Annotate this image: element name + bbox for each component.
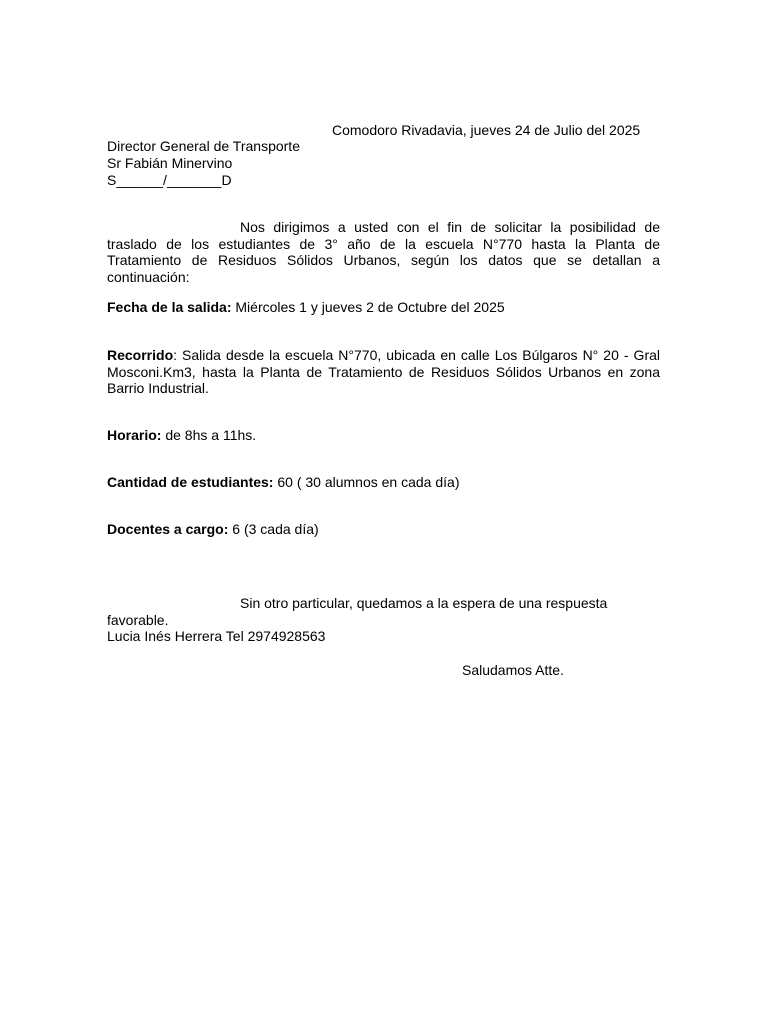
fecha-line [107,299,660,316]
recorrido-value: : Salida desde la escuela N°770, ubicada en calle Los Búlgaros N° 20 - Gral Mosconi.Km3, hasta la Planta de Tratamiento de Residuos Sólidos Urbanos en zona Barrio Industrial. [107,347,660,396]
recipient-salutation: S______/_______D [107,172,232,188]
docentes-line [107,521,660,538]
docentes-label: Docentes a cargo: [107,521,229,537]
recipient-name: Sr Fabián Minervino [107,155,233,171]
recorrido-paragraph [107,347,660,397]
cantidad-value: 60 ( 30 alumnos en cada día) [273,474,460,490]
intro-text: Nos dirigimos a usted con el fin de solicitar la posibilidad de traslado de los estudiantes de 3° año de la escuela N°770 hasta la Planta de Tratamiento de Residuos Sólidos Urbanos, según los datos que se detallan a continuación: [107,219,660,285]
recorrido-label: Recorrido [107,347,174,363]
horario-label: Horario: [107,427,162,443]
closing-line-2: favorable. [107,612,169,628]
place-date: Comodoro Rivadavia, jueves 24 de Julio del 2025 [332,122,641,138]
intro-paragraph [107,219,660,285]
docentes-value: 6 (3 cada día) [228,521,319,537]
closing-line-1: Sin otro particular, quedamos a la espera de una respuesta [240,595,608,611]
cantidad-line [107,474,660,491]
fecha-value: Miércoles 1 y jueves 2 de Octubre del 2025 [231,299,505,315]
farewell: Saludamos Atte. [462,662,564,678]
signature-line: Lucia Inés Herrera Tel 2974928563 [107,628,326,644]
recipient-title: Director General de Transporte [107,138,300,154]
cantidad-label: Cantidad de estudiantes: [107,474,274,490]
fecha-label: Fecha de la salida: [107,299,232,315]
horario-line [107,427,660,444]
horario-value: de 8hs a 11hs. [161,427,257,443]
